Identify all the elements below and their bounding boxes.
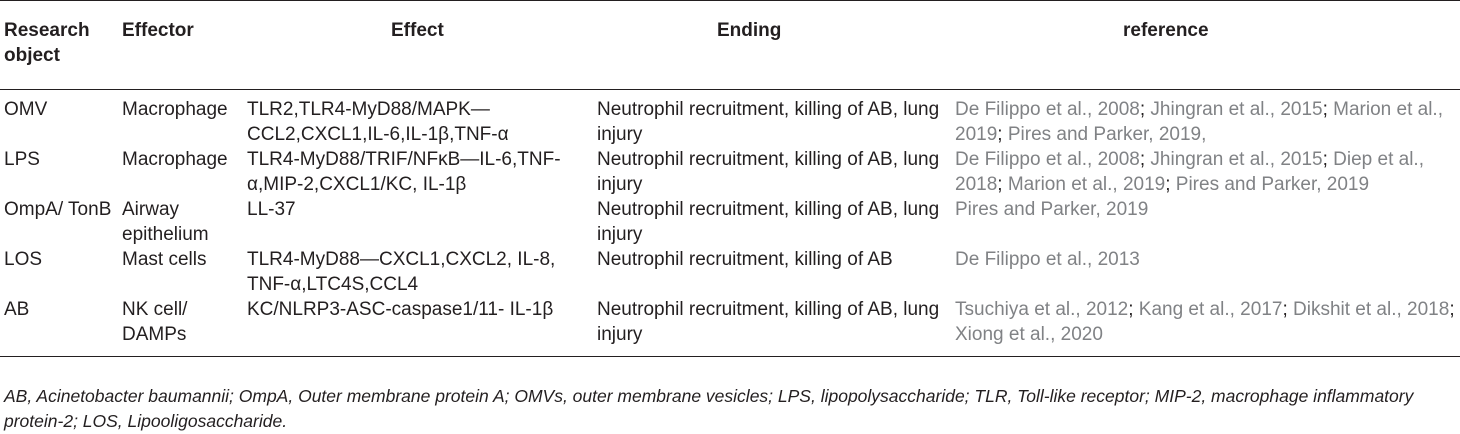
cell-effect: KC/NLRP3-ASC-caspase1/11- IL-1β bbox=[247, 299, 554, 320]
cell-object: AB bbox=[4, 299, 30, 320]
header-reference-label: reference bbox=[1123, 20, 1209, 41]
header-ending bbox=[597, 1, 955, 90]
reference-citation[interactable]: De Filippo et al., 2008 bbox=[955, 149, 1140, 170]
reference-citation[interactable]: Pires and Parker, 2019 bbox=[1175, 174, 1370, 195]
cell-reference bbox=[955, 147, 1460, 197]
header-row bbox=[0, 1, 1460, 90]
reference-citation[interactable]: Diep et al., 2018 bbox=[955, 149, 1424, 195]
cell-object: OMV bbox=[4, 99, 48, 120]
table-row bbox=[0, 147, 1460, 197]
table-footnote: AB, Acinetobacter baumannii; OmpA, Outer membrane protein A; OMVs, outer membrane vesicles; LPS, lipopolysaccharide; TLR, Toll-like receptor; MIP-2, macrophage inflammatory protein-2; LOS, Lipooligosaccharide. bbox=[4, 386, 1414, 431]
header-reference bbox=[955, 1, 1460, 90]
table-row bbox=[0, 247, 1460, 297]
cell-reference bbox=[955, 297, 1460, 357]
reference-citation[interactable]: De Filippo et al., 2013 bbox=[955, 249, 1140, 270]
header-effect-label: Effect bbox=[391, 20, 444, 41]
reference-citation[interactable]: Marion et al., 2019 bbox=[955, 99, 1443, 145]
cell-reference bbox=[955, 90, 1460, 148]
table-row bbox=[0, 297, 1460, 357]
cell-effect: LL-37 bbox=[247, 199, 296, 220]
reference-citation[interactable]: Marion et al., 2019 bbox=[1007, 174, 1166, 195]
cell-effector: Macrophage bbox=[122, 99, 228, 120]
cell-object: LOS bbox=[4, 249, 43, 270]
cell-ending: Neutrophil recruitment, killing of AB, lung injury bbox=[597, 99, 940, 145]
table-row bbox=[0, 197, 1460, 247]
reference-citation[interactable]: Jhingran et al., 2015 bbox=[1150, 149, 1323, 170]
cell-effector: Macrophage bbox=[122, 149, 228, 170]
header-research-object: Research object bbox=[4, 20, 90, 66]
cell-effector: Airway epithelium bbox=[122, 199, 209, 245]
cell-ending: Neutrophil recruitment, killing of AB, lung injury bbox=[597, 149, 940, 195]
reference-separator: ; bbox=[1449, 299, 1455, 320]
cell-reference bbox=[955, 197, 1460, 247]
cell-effector: Mast cells bbox=[122, 249, 207, 270]
cell-ending: Neutrophil recruitment, killing of AB, lung injury bbox=[597, 299, 940, 345]
reference-citation[interactable]: Tsuchiya et al., 2012 bbox=[955, 299, 1129, 320]
header-effector: Effector bbox=[122, 20, 194, 41]
reference-citation[interactable]: Xiong et al., 2020 bbox=[955, 324, 1103, 345]
header-effect bbox=[247, 1, 597, 90]
reference-separator: ; bbox=[1128, 299, 1139, 320]
reference-citation[interactable]: De Filippo et al., 2008 bbox=[955, 99, 1140, 120]
reference-separator: ; bbox=[1282, 299, 1294, 320]
cell-effect: TLR4-MyD88/TRIF/NFκB—IL-6,TNF-α,MIP-2,CXCL1/KC, IL-1β bbox=[247, 149, 561, 195]
reference-citation[interactable]: Kang et al., 2017 bbox=[1138, 299, 1283, 320]
reference-separator: ; bbox=[1322, 99, 1334, 120]
header-ending-label: Ending bbox=[717, 20, 782, 41]
cell-object: OmpA/ TonB bbox=[4, 199, 112, 220]
reference-separator: ; bbox=[997, 174, 1008, 195]
reference-separator: ; bbox=[997, 124, 1008, 145]
cell-effect: TLR4-MyD88—CXCL1,CXCL2, IL-8, TNF-α,LTC4S,CCL4 bbox=[247, 249, 556, 295]
reference-separator: ; bbox=[1139, 149, 1151, 170]
reference-citation[interactable]: Dikshit et al., 2018 bbox=[1293, 299, 1450, 320]
reference-citation[interactable]: Jhingran et al., 2015 bbox=[1150, 99, 1323, 120]
reference-separator: ; bbox=[1165, 174, 1176, 195]
cell-object: LPS bbox=[4, 149, 40, 170]
reference-separator: ; bbox=[1139, 99, 1151, 120]
cell-ending: Neutrophil recruitment, killing of AB bbox=[597, 249, 893, 270]
reference-citation[interactable]: Pires and Parker, 2019 bbox=[955, 199, 1149, 220]
cell-reference bbox=[955, 247, 1460, 297]
cell-effect: TLR2,TLR4-MyD88/MAPK—CCL2,CXCL1,IL-6,IL-1β,TNF-α bbox=[247, 99, 509, 145]
cell-ending: Neutrophil recruitment, killing of AB, lung injury bbox=[597, 199, 940, 245]
table-body bbox=[0, 90, 1460, 357]
reference-separator: ; bbox=[1322, 149, 1334, 170]
cell-effector: NK cell/ DAMPs bbox=[122, 299, 188, 345]
table-row bbox=[0, 90, 1460, 148]
reference-citation[interactable]: Pires and Parker, 2019, bbox=[1007, 124, 1207, 145]
